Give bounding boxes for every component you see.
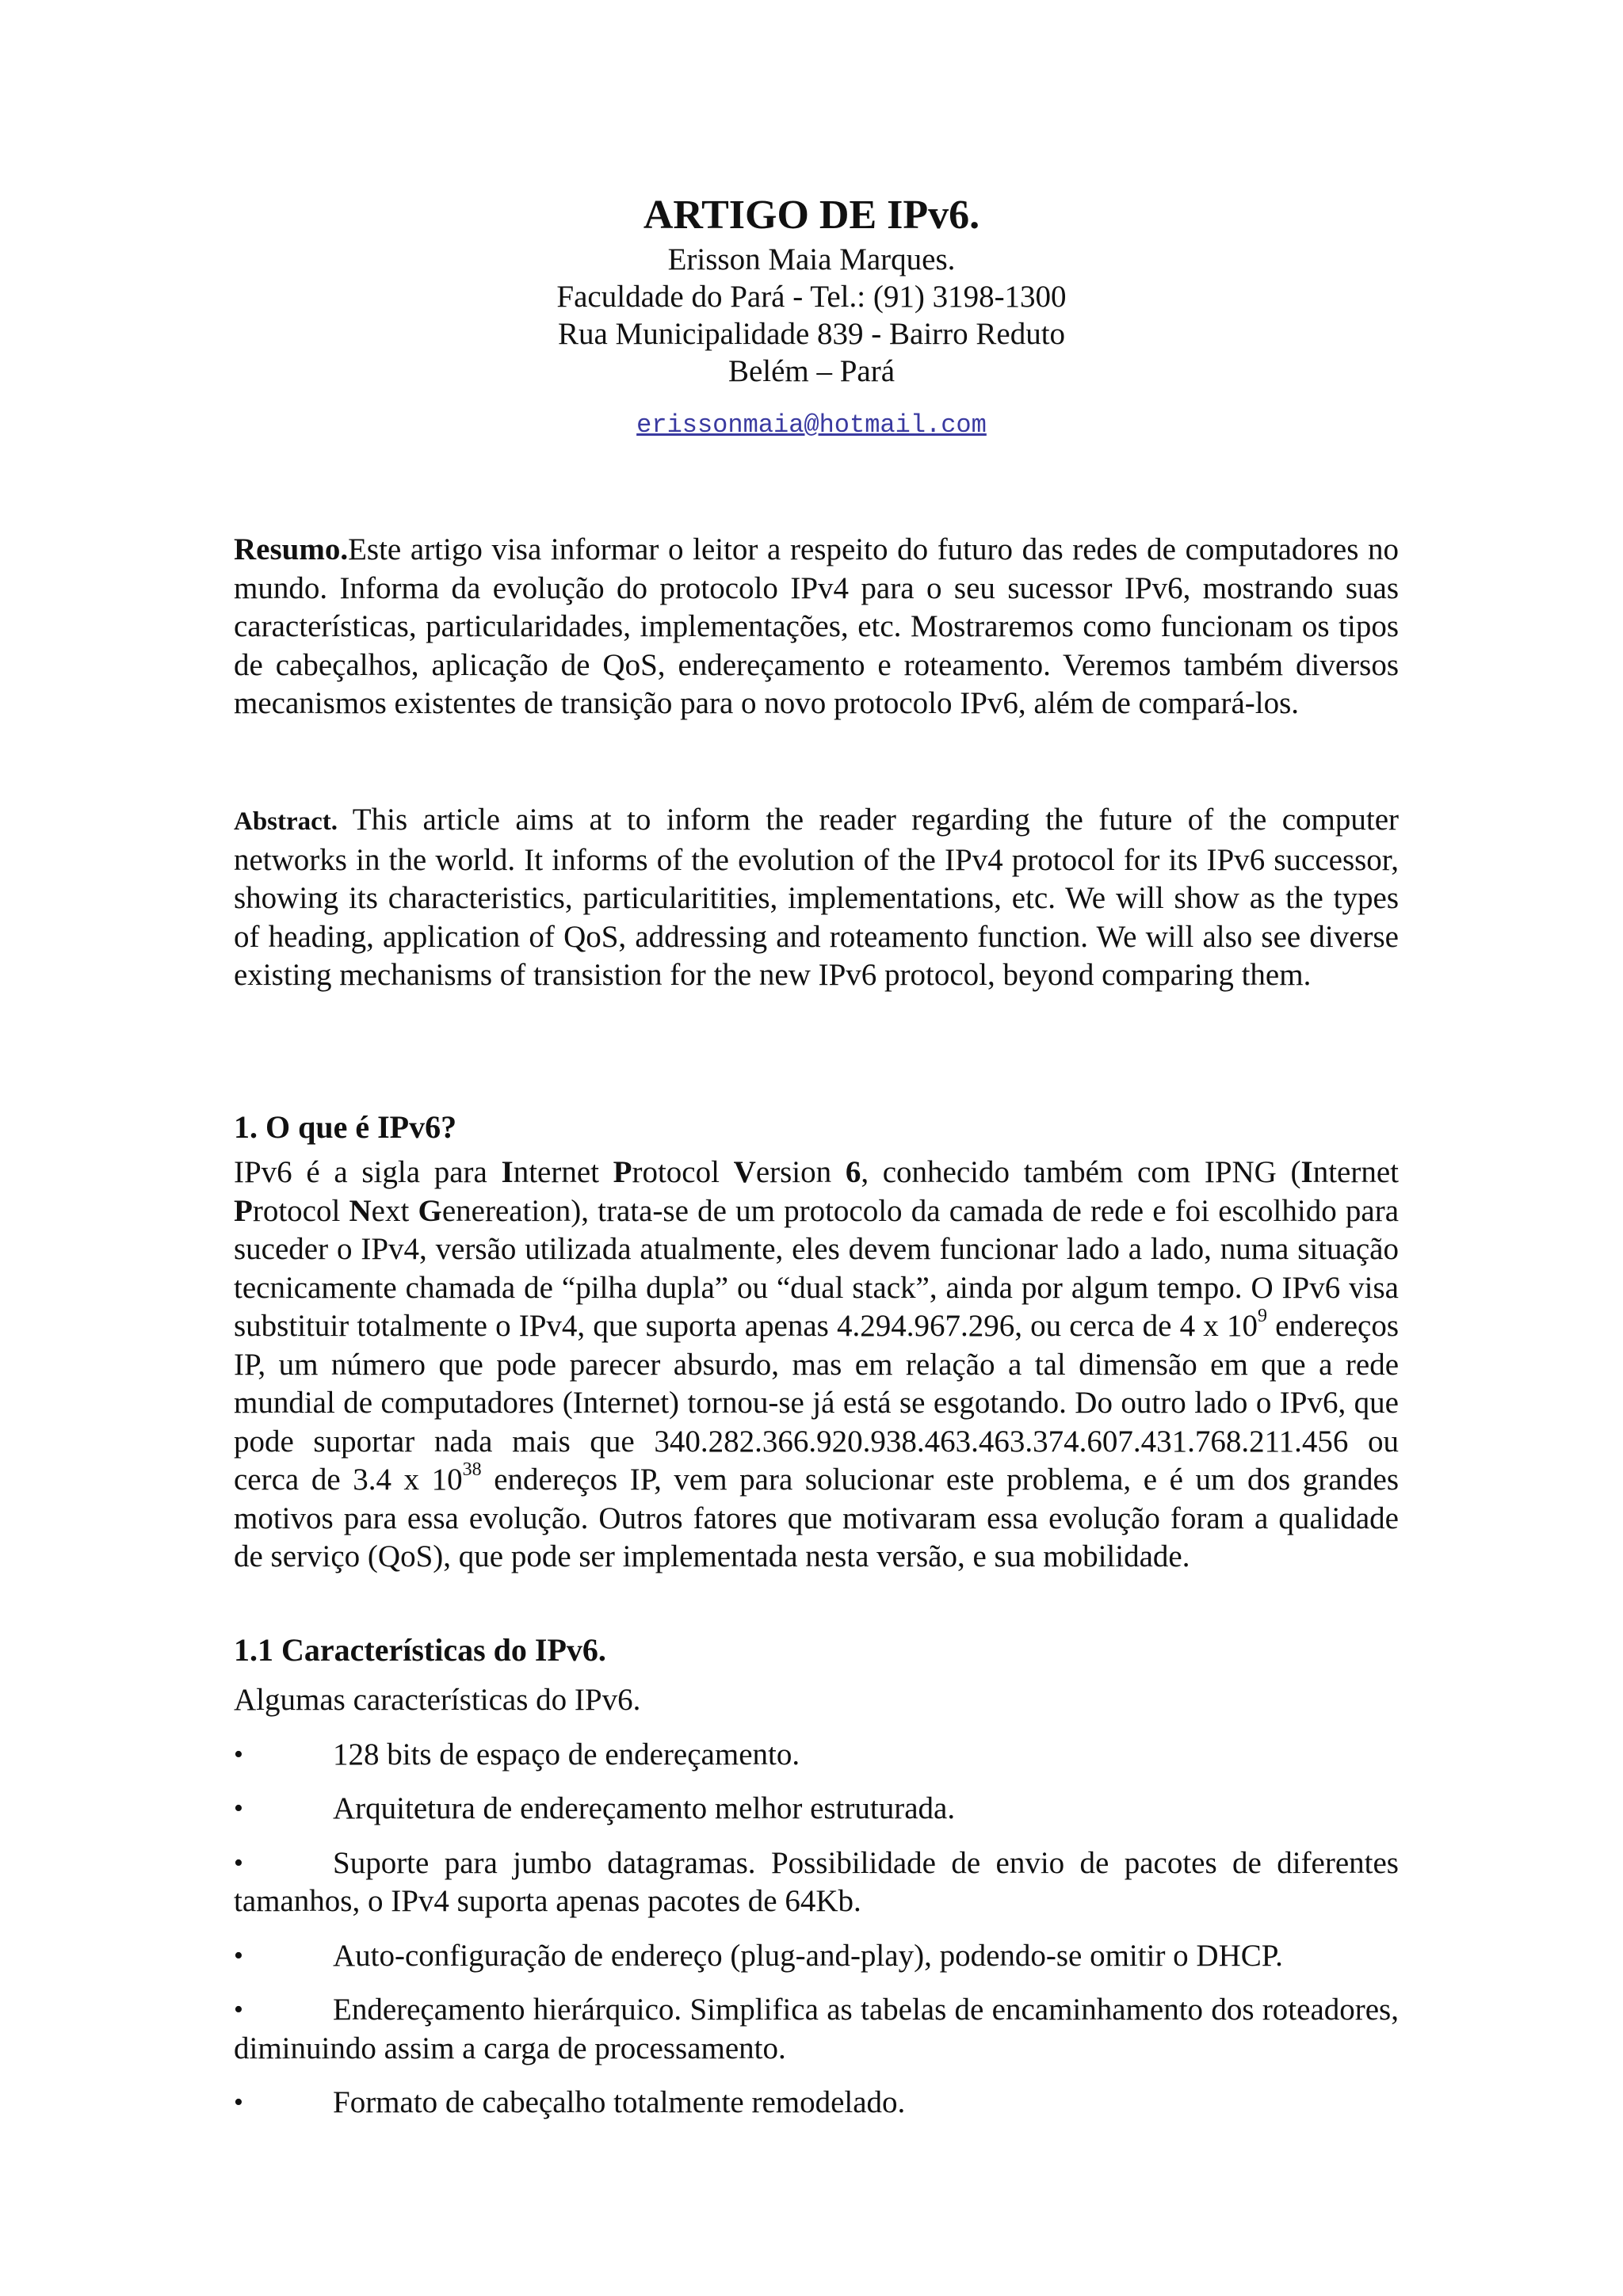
exponent-9: 9	[1257, 1306, 1267, 1326]
section-1	[234, 1108, 1399, 1577]
address-line: Rua Municipalidade 839 - Bairro Reduto	[557, 317, 1066, 351]
list-item: • Suporte para jumbo datagramas. Possibilidade de envio de pacotes de diferentes tamanhos, o IPv4 suporta apenas pacotes de 64Kb.	[234, 1845, 1399, 1918]
exponent-38: 38	[462, 1459, 482, 1480]
bullet-icon: •	[234, 1794, 243, 1823]
resumo-text: Este artigo visa informar o leitor a respeito do futuro das redes de computadores no mundo. Informa da evolução do protocolo IPv4 para o seu sucessor IPv6, mostrando suas características, particularidades, implementações, etc. Mostraremos como funcionam os tipos de cabeçalhos, aplicação de QoS, endereçamento e roteamento. Veremos também diversos mecanismos existentes de transição para o novo protocolo IPv6, além de compará-los.	[234, 532, 1399, 720]
section-1-1	[234, 1630, 1399, 2138]
bullet-icon: •	[234, 2088, 243, 2117]
bullet-icon: •	[234, 1995, 243, 2024]
list-item: • Arquitetura de endereçamento melhor estruturada.	[234, 1790, 1399, 1829]
bullet-icon: •	[234, 1940, 243, 1970]
resumo-paragraph	[234, 531, 1399, 723]
article-title: ARTIGO DE IPv6.	[643, 193, 980, 238]
title-block	[0, 190, 1623, 440]
bullet-icon: •	[234, 1739, 243, 1769]
section-1-1-heading: 1.1 Características do IPv6.	[234, 1632, 606, 1668]
abstract-text: This article aims at to inform the reader regarding the future of the computer networks in the world. It informs of the evolution of the IPv4 protocol for its IPv6 successor, showing its characteristics, particularitities, implementations, etc. We will show as the types of heading, application of QoS, addressing and roteamento function. We will also see diverse existing mechanisms of transistion for the new IPv6 protocol, beyond comparing them.	[234, 803, 1400, 992]
list-item: • Formato de cabeçalho totalmente remodelado.	[234, 2084, 1399, 2122]
list-item: • Endereçamento hierárquico. Simplifica as tabelas de encaminhamento dos roteadores, diminuindo assim a carga de processamento.	[234, 1993, 1399, 2065]
section-1-heading: 1. O que é IPv6?	[234, 1109, 457, 1145]
abstract-label: Abstract.	[234, 807, 338, 836]
abstract-section	[234, 801, 1399, 995]
resumo-section	[234, 531, 1399, 723]
characteristics-list	[234, 1736, 1399, 2122]
list-item: • 128 bits de espaço de endereçamento.	[234, 1736, 1399, 1775]
bullet-icon: •	[234, 1848, 243, 1878]
institution-line: Faculdade do Pará - Tel.: (91) 3198-1300	[556, 280, 1067, 314]
abstract-paragraph	[234, 801, 1399, 995]
resumo-label: Resumo.	[234, 532, 349, 566]
email-link[interactable]: erissonmaia@hotmail.com	[636, 410, 987, 440]
section-1-paragraph: IPv6 é a sigla para Internet Protocol Version 6, conhecido também com IPNG (Internet Protocol Next Genereation), trata-se de um protocolo da camada de rede e foi escolhido para suceder o IPv4, versão utilizada atualmente, eles devem funcionar lado a lado, numa situação tecnicamente chamada de “pilha dupla” ou “dual stack”, ainda por algum tempo. O IPv6 visa substituir totalmente o IPv4, que suporta apenas 4.294.967.296, ou cerca de 4 x $10^9$ endereços IP, um número que pode parecer absurdo, mas em relação a tal dimensão em que a rede mundial de computadores (Internet) tornou-se já está se esgotando. Do outro lado o IPv6, que pode suportar nada mais que 340.282.366.920.938.463.463.374.607.431.768.211.456 ou cerca de 3.4 x $10^{38}$ endereços IP, vem para solucionar este problema, e é um dos grandes motivos para essa evolução. Outros fatores que motivaram essa evolução foram a qualidade de serviço (QoS), que pode ser implementada nesta versão, e sua mobilidade.	[234, 1155, 1400, 1573]
section-1-1-intro: Algumas características do IPv6.	[234, 1683, 641, 1717]
author-name: Erisson Maia Marques.	[667, 242, 956, 277]
city-line: Belém – Pará	[727, 354, 896, 388]
list-item: • Auto-configuração de endereço (plug-and-play), podendo-se omitir o DHCP.	[234, 1937, 1399, 1976]
